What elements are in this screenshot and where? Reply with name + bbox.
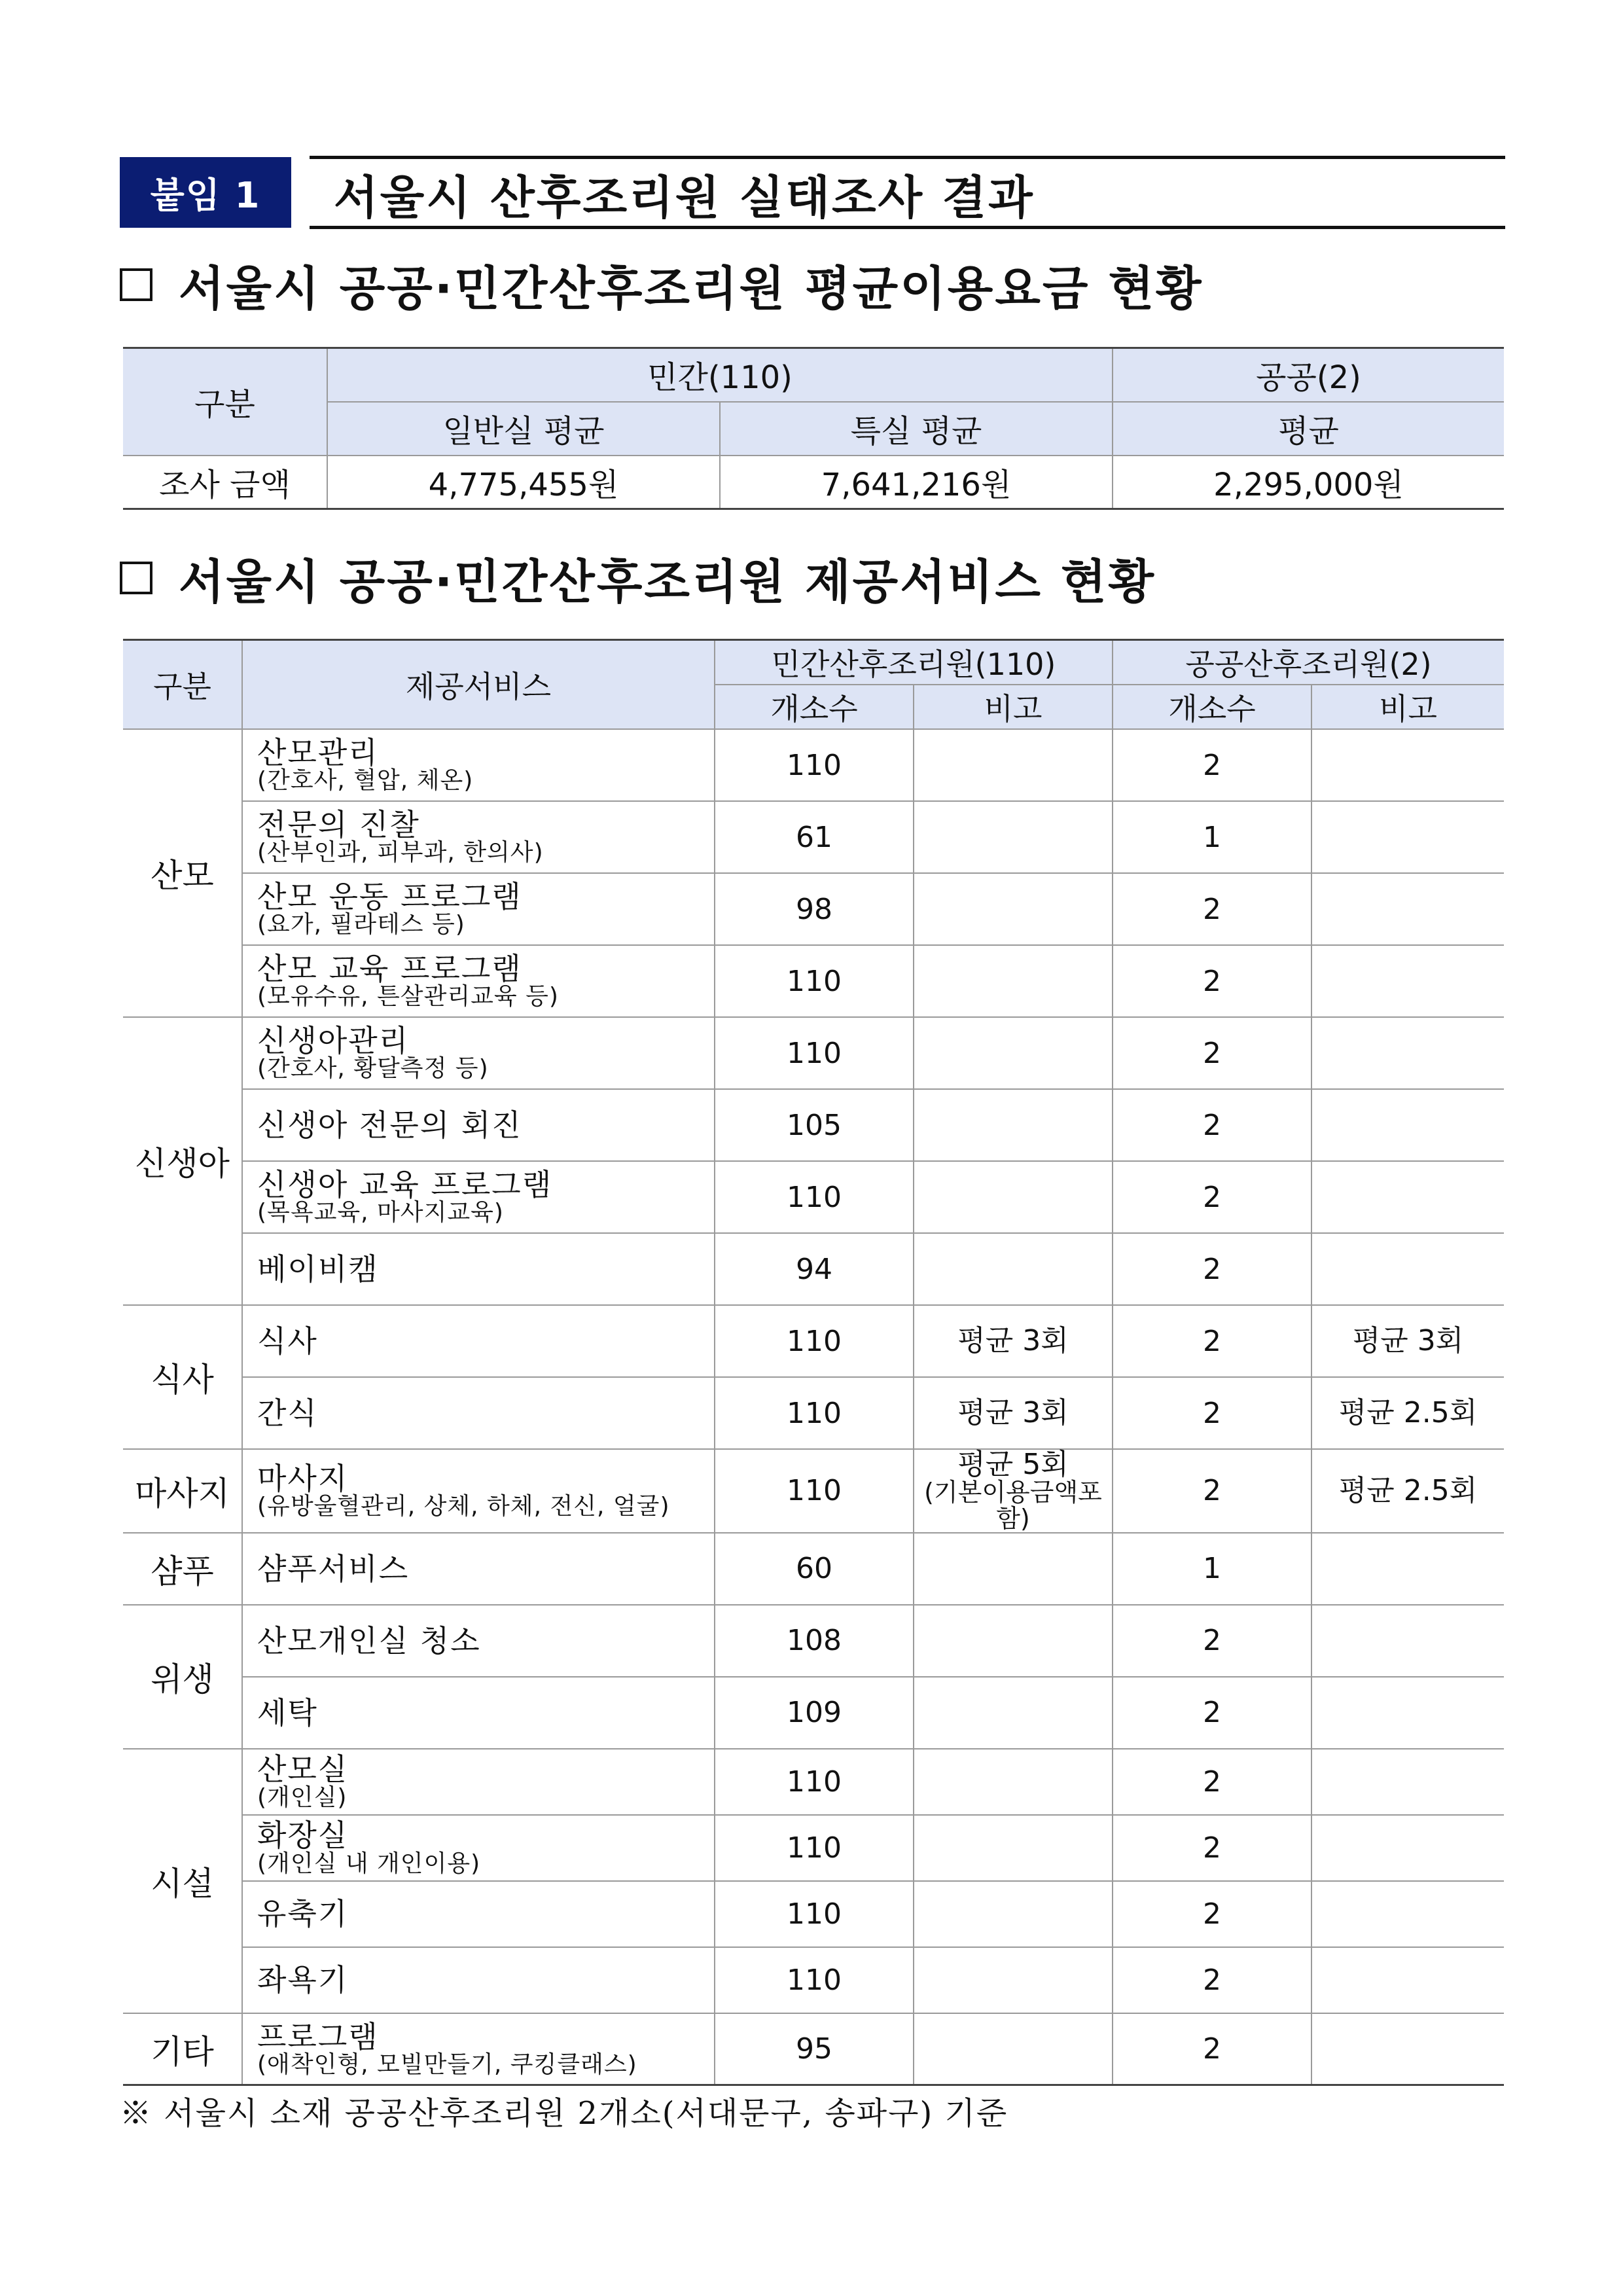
- table-row: [123, 945, 1504, 1017]
- checkbox-square-icon: [120, 562, 152, 594]
- service-detail: (유방울혈관리, 상체, 하체, 전신, 얼굴): [257, 1493, 670, 1520]
- public-note: [1311, 873, 1504, 945]
- service-detail: (개인실 내 개인이용): [257, 1850, 481, 1877]
- table-row: [123, 1533, 1504, 1605]
- section-title: 서울시 공공·민간산후조리원 평균이용요금 현황: [179, 261, 1204, 316]
- private-note-main: 평균 5회: [957, 1448, 1069, 1481]
- public-count: 2: [1113, 1815, 1311, 1881]
- public-count: 1: [1113, 801, 1311, 873]
- service-detail: (산부인과, 피부과, 한의사): [257, 839, 544, 867]
- public-count: 2: [1113, 1881, 1311, 1947]
- private-count: 110: [715, 1305, 914, 1377]
- table-row: [123, 1677, 1504, 1749]
- public-average-value: 2,295,000원: [1113, 456, 1504, 509]
- table-row: [123, 1017, 1504, 1089]
- header-private-count: 개소수: [715, 685, 914, 729]
- public-count: 2: [1113, 1089, 1311, 1161]
- checkbox-square-icon: [120, 268, 152, 301]
- public-note: [1311, 729, 1504, 801]
- header-private: 민간산후조리원(110): [715, 640, 1113, 685]
- public-note: 평균 2.5회: [1311, 1377, 1504, 1449]
- special-room-value: 7,641,216원: [720, 456, 1113, 509]
- table-row: [123, 801, 1504, 873]
- private-note: [914, 945, 1113, 1017]
- private-count: 110: [715, 1161, 914, 1233]
- header-public-count: 개소수: [1113, 685, 1311, 729]
- service-detail: (간호사, 혈압, 체온): [257, 767, 474, 795]
- section-heading-services: [120, 545, 1156, 611]
- document-title: 서울시 산후조리원 실태조사 결과: [334, 170, 1035, 224]
- private-count: 61: [715, 801, 914, 873]
- service-detail: (요가, 필라테스 등): [257, 911, 465, 939]
- header-group: 구분: [123, 348, 327, 456]
- private-note: [914, 1947, 1113, 2013]
- private-count: 110: [715, 729, 914, 801]
- table-row: [123, 1305, 1504, 1377]
- public-count: 2: [1113, 1749, 1311, 1815]
- service-name: 화장실: [257, 1818, 349, 1854]
- category-facility: 시설: [123, 1749, 242, 2013]
- header-public-note: 비고: [1311, 685, 1504, 729]
- header-public-average: 평균: [1113, 402, 1504, 456]
- service-name: 신생아 전문의 회진: [257, 1107, 522, 1143]
- public-note: [1311, 1881, 1504, 1947]
- private-count: 110: [715, 1377, 914, 1449]
- category-shampoo: 샴푸: [123, 1533, 242, 1605]
- service-name: 산모 운동 프로그램: [257, 878, 522, 914]
- header-service: 제공서비스: [242, 640, 715, 730]
- header-public: 공공(2): [1113, 348, 1504, 402]
- header-general-room: 일반실 평균: [327, 402, 720, 456]
- private-count: 110: [715, 1449, 914, 1533]
- private-count: 60: [715, 1533, 914, 1605]
- public-count: 2: [1113, 1305, 1311, 1377]
- row-label: 조사 금액: [123, 456, 327, 509]
- table-row: [123, 1947, 1504, 2013]
- private-note: [914, 1233, 1113, 1305]
- general-room-value: 4,775,455원: [327, 456, 720, 509]
- category-meal: 식사: [123, 1305, 242, 1449]
- private-note: [914, 1017, 1113, 1089]
- public-note: [1311, 801, 1504, 873]
- header-private-note: 비고: [914, 685, 1113, 729]
- public-count: 2: [1113, 1161, 1311, 1233]
- service-name: 산모실: [257, 1751, 349, 1787]
- public-note: [1311, 2013, 1504, 2085]
- public-note: 평균 2.5회: [1311, 1449, 1504, 1533]
- private-note: [914, 729, 1113, 801]
- private-note-detail: (기본이용금액포함): [924, 1478, 1102, 1534]
- table-row: [123, 1449, 1504, 1533]
- service-detail: (애착인형, 모빌만들기, 쿠킹클래스): [257, 2051, 637, 2078]
- table-row: [123, 1233, 1504, 1305]
- table-row: [123, 873, 1504, 945]
- category-hygiene: 위생: [123, 1605, 242, 1749]
- table-row: [123, 1377, 1504, 1449]
- service-name: 산모관리: [257, 734, 379, 770]
- table-row: [123, 1881, 1504, 1947]
- table-row: [123, 1161, 1504, 1233]
- private-count: 110: [715, 1881, 914, 1947]
- private-note: [914, 1605, 1113, 1677]
- private-note: [914, 873, 1113, 945]
- public-note: [1311, 945, 1504, 1017]
- private-count: 109: [715, 1677, 914, 1749]
- private-note: 평균 3회: [914, 1305, 1113, 1377]
- public-note: [1311, 1605, 1504, 1677]
- fee-table: [123, 347, 1504, 510]
- public-count: 2: [1113, 1677, 1311, 1749]
- title-rule-top: [310, 156, 1505, 159]
- public-count: 2: [1113, 2013, 1311, 2085]
- private-count: 110: [715, 1947, 914, 2013]
- header-special-room: 특실 평균: [720, 402, 1113, 456]
- public-count: 2: [1113, 1449, 1311, 1533]
- category-mother: 산모: [123, 729, 242, 1017]
- service-name: 좌욕기: [257, 1962, 349, 1998]
- public-note: [1311, 1233, 1504, 1305]
- private-count: 105: [715, 1089, 914, 1161]
- private-note: [914, 1815, 1113, 1881]
- service-name: 베이비캠: [257, 1251, 379, 1287]
- header-public: 공공산후조리원(2): [1113, 640, 1504, 685]
- service-detail: (모유수유, 튼살관리교육 등): [257, 983, 559, 1011]
- public-count: 2: [1113, 1233, 1311, 1305]
- public-note: [1311, 1677, 1504, 1749]
- private-note: [914, 1881, 1113, 1947]
- public-note: [1311, 1161, 1504, 1233]
- section-heading-fees: [120, 252, 1204, 317]
- public-note: [1311, 1947, 1504, 2013]
- private-count: 110: [715, 1017, 914, 1089]
- service-name: 유축기: [257, 1896, 349, 1932]
- service-name: 샴푸서비스: [257, 1551, 410, 1587]
- public-count: 2: [1113, 1377, 1311, 1449]
- service-name: 신생아 교육 프로그램: [257, 1166, 553, 1202]
- table-row: [123, 1089, 1504, 1161]
- private-note: [914, 1449, 1113, 1533]
- service-name: 세탁: [257, 1695, 318, 1731]
- private-note: [914, 1749, 1113, 1815]
- private-note: [914, 1161, 1113, 1233]
- private-note: [914, 1677, 1113, 1749]
- service-name: 식사: [257, 1323, 318, 1359]
- public-count: 2: [1113, 945, 1311, 1017]
- table-row: [123, 1815, 1504, 1881]
- table-row: [123, 729, 1504, 801]
- public-count: 2: [1113, 1947, 1311, 2013]
- service-name: 프로그램: [257, 2018, 379, 2054]
- public-note: [1311, 1533, 1504, 1605]
- private-count: 110: [715, 1749, 914, 1815]
- private-note: [914, 2013, 1113, 2085]
- header-private: 민간(110): [327, 348, 1113, 402]
- private-count: 110: [715, 1815, 914, 1881]
- table-row: [123, 1749, 1504, 1815]
- private-note: [914, 801, 1113, 873]
- public-note: [1311, 1017, 1504, 1089]
- category-newborn: 신생아: [123, 1017, 242, 1305]
- title-rule-bottom: [310, 226, 1505, 229]
- public-note: 평균 3회: [1311, 1305, 1504, 1377]
- private-note: [914, 1089, 1113, 1161]
- public-note: [1311, 1815, 1504, 1881]
- service-detail: (개인실): [257, 1784, 348, 1811]
- private-count: 108: [715, 1605, 914, 1677]
- public-count: 2: [1113, 1605, 1311, 1677]
- public-count: 2: [1113, 873, 1311, 945]
- private-count: 94: [715, 1233, 914, 1305]
- service-name: 산모개인실 청소: [257, 1623, 481, 1659]
- private-count: 95: [715, 2013, 914, 2085]
- private-note: 평균 3회: [914, 1377, 1113, 1449]
- public-count: 1: [1113, 1533, 1311, 1605]
- category-massage: 마사지: [123, 1449, 242, 1533]
- service-name: 간식: [257, 1395, 318, 1431]
- service-name: 전문의 진찰: [257, 806, 420, 842]
- section-title: 서울시 공공·민간산후조리원 제공서비스 현황: [179, 554, 1156, 609]
- service-detail: (간호사, 황달측정 등): [257, 1055, 489, 1083]
- public-note: [1311, 1089, 1504, 1161]
- service-table: [123, 639, 1504, 2086]
- public-count: 2: [1113, 729, 1311, 801]
- service-name: 마사지: [257, 1460, 349, 1496]
- private-note: [914, 1533, 1113, 1605]
- service-detail: (목욕교육, 마사지교육): [257, 1199, 504, 1227]
- table-row: [123, 1605, 1504, 1677]
- category-etc: 기타: [123, 2013, 242, 2085]
- attachment-badge: 붙임 1: [120, 157, 291, 228]
- private-count: 110: [715, 945, 914, 1017]
- service-name: 신생아관리: [257, 1022, 410, 1058]
- private-count: 98: [715, 873, 914, 945]
- header-group: 구분: [123, 640, 242, 730]
- table-row: [123, 2013, 1504, 2085]
- public-count: 2: [1113, 1017, 1311, 1089]
- footnote: ※ 서울시 소재 공공산후조리원 2개소(서대문구, 송파구) 기준: [120, 2095, 1008, 2132]
- public-note: [1311, 1749, 1504, 1815]
- service-name: 산모 교육 프로그램: [257, 950, 522, 986]
